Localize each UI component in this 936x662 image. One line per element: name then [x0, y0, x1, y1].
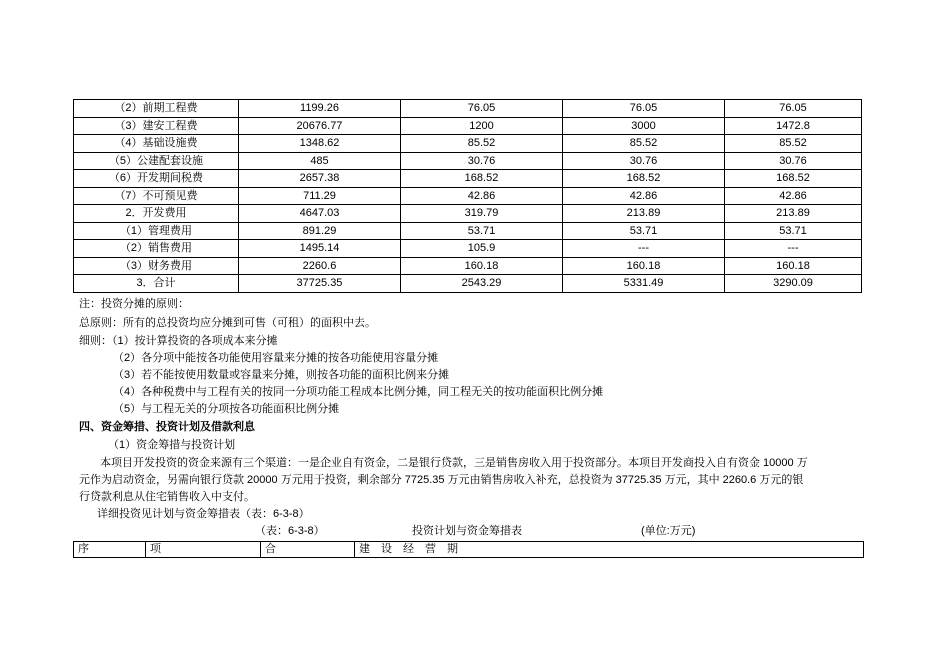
cost-value-col2: 160.18: [401, 257, 563, 275]
note-detail-3: （3）若不能按使用数量或容量来分摊，则按各功能的面积比例来分摊: [113, 369, 450, 381]
cost-item-name: 3．合计: [74, 275, 239, 293]
cost-table-row: [74, 135, 862, 153]
note-detail-4: （4）各种税费中与工程有关的按同一分项功能工程成本比例分摊，同工程无关的按功能面积比例分摊: [113, 386, 604, 398]
cost-value-col2: 30.76: [401, 152, 563, 170]
cost-table-row: [74, 240, 862, 258]
cost-value-col1: 891.29: [239, 222, 401, 240]
cost-value-col4: 53.71: [725, 222, 862, 240]
table-unit: (单位:万元): [641, 525, 696, 537]
plan-header-item: 项: [146, 542, 261, 558]
cost-value-col1: 20676.77: [239, 117, 401, 135]
cost-value-col4: 3290.09: [725, 275, 862, 293]
cost-table-row: [74, 205, 862, 223]
paragraph-line-2: 元作为启动资金，另需向银行贷款 20000 万元用于投资，剩余部分 7725.35 万元由销售房收入补充，总投资为 37725.35 万元，其中 2260.6 万元的银: [79, 474, 804, 486]
note-detail-1: 细则：（1）按计算投资的各项成本来分摊: [79, 335, 278, 347]
plan-header-index: 序: [74, 542, 146, 558]
cost-item-name: （4）基础设施费: [74, 135, 239, 153]
plan-header-row: [74, 542, 864, 558]
cost-value-col3: 3000: [563, 117, 725, 135]
cost-table-row: [74, 100, 862, 118]
cost-value-col1: 711.29: [239, 187, 401, 205]
paragraph-line-1: 本项目开发投资的资金来源有三个渠道：一是企业自有资金，二是银行贷款，三是销售房收入用于投资部分。本项目开发商投入自有资金 10000 万: [100, 457, 808, 469]
cost-value-col3: 42.86: [563, 187, 725, 205]
note-general-principle: 总原则：所有的总投资均应分摊到可售（可租）的面积中去。: [79, 317, 376, 329]
cost-value-col1: 2657.38: [239, 170, 401, 188]
cost-item-name: 2．开发费用: [74, 205, 239, 223]
cost-value-col1: 37725.35: [239, 275, 401, 293]
cost-item-name: （6）开发期间税费: [74, 170, 239, 188]
note-title: 注：投资分摊的原则：: [79, 298, 189, 310]
cost-item-name: （3）建安工程费: [74, 117, 239, 135]
cost-value-col2: 53.71: [401, 222, 563, 240]
cost-value-col2: 2543.29: [401, 275, 563, 293]
cost-value-col2: 319.79: [401, 205, 563, 223]
cost-value-col2: 42.86: [401, 187, 563, 205]
cost-value-col3: 85.52: [563, 135, 725, 153]
cost-value-col2: 1200: [401, 117, 563, 135]
section-heading: 四、资金筹措、投资计划及借款利息: [79, 421, 255, 433]
note-detail-2: （2）各分项中能按各功能使用容量来分摊的按各功能使用容量分摊: [113, 352, 439, 364]
cost-table-row: [74, 257, 862, 275]
cost-value-col4: ---: [725, 240, 862, 258]
cost-value-col1: 2260.6: [239, 257, 401, 275]
investment-plan-table: [73, 541, 864, 558]
cost-value-col4: 160.18: [725, 257, 862, 275]
plan-header-period: 建 设 经 营 期: [355, 542, 864, 558]
cost-table-row: [74, 222, 862, 240]
cost-item-name: （1）管理费用: [74, 222, 239, 240]
cost-table-row: [74, 187, 862, 205]
cost-value-col3: 168.52: [563, 170, 725, 188]
cost-allocation-table: [73, 99, 862, 293]
cost-value-col1: 4647.03: [239, 205, 401, 223]
cost-value-col3: 53.71: [563, 222, 725, 240]
plan-header-total: 合: [261, 542, 355, 558]
cost-item-name: （5）公建配套设施: [74, 152, 239, 170]
table-number: （表：6-3-8）: [255, 525, 325, 537]
cost-value-col4: 1472.8: [725, 117, 862, 135]
cost-value-col1: 1199.26: [239, 100, 401, 118]
detail-reference: 详细投资见计划与资金筹措表（表：6-3-8）: [97, 508, 310, 520]
cost-value-col3: 160.18: [563, 257, 725, 275]
cost-item-name: （3）财务费用: [74, 257, 239, 275]
cost-value-col2: 76.05: [401, 100, 563, 118]
cost-item-name: （2）前期工程费: [74, 100, 239, 118]
cost-value-col4: 42.86: [725, 187, 862, 205]
cost-item-name: （2）销售费用: [74, 240, 239, 258]
cost-value-col1: 485: [239, 152, 401, 170]
section-subheading: （1）资金筹措与投资计划: [108, 439, 236, 451]
cost-value-col3: 213.89: [563, 205, 725, 223]
cost-value-col4: 30.76: [725, 152, 862, 170]
cost-value-col3: 5331.49: [563, 275, 725, 293]
cost-value-col4: 85.52: [725, 135, 862, 153]
cost-value-col4: 213.89: [725, 205, 862, 223]
paragraph-line-3: 行贷款利息从住宅销售收入中支付。: [79, 491, 255, 503]
note-detail-5: （5）与工程无关的分项按各功能面积比例分摊: [113, 403, 340, 415]
cost-value-col3: 30.76: [563, 152, 725, 170]
cost-value-col3: ---: [563, 240, 725, 258]
cost-table-row: [74, 275, 862, 293]
cost-item-name: （7）不可预见费: [74, 187, 239, 205]
cost-value-col1: 1495.14: [239, 240, 401, 258]
cost-value-col4: 76.05: [725, 100, 862, 118]
cost-value-col3: 76.05: [563, 100, 725, 118]
cost-value-col2: 85.52: [401, 135, 563, 153]
cost-value-col2: 168.52: [401, 170, 563, 188]
cost-table-row: [74, 117, 862, 135]
cost-table-row: [74, 170, 862, 188]
cost-value-col4: 168.52: [725, 170, 862, 188]
cost-value-col1: 1348.62: [239, 135, 401, 153]
cost-value-col2: 105.9: [401, 240, 563, 258]
cost-table-row: [74, 152, 862, 170]
table-title: 投资计划与资金筹措表: [412, 525, 522, 537]
